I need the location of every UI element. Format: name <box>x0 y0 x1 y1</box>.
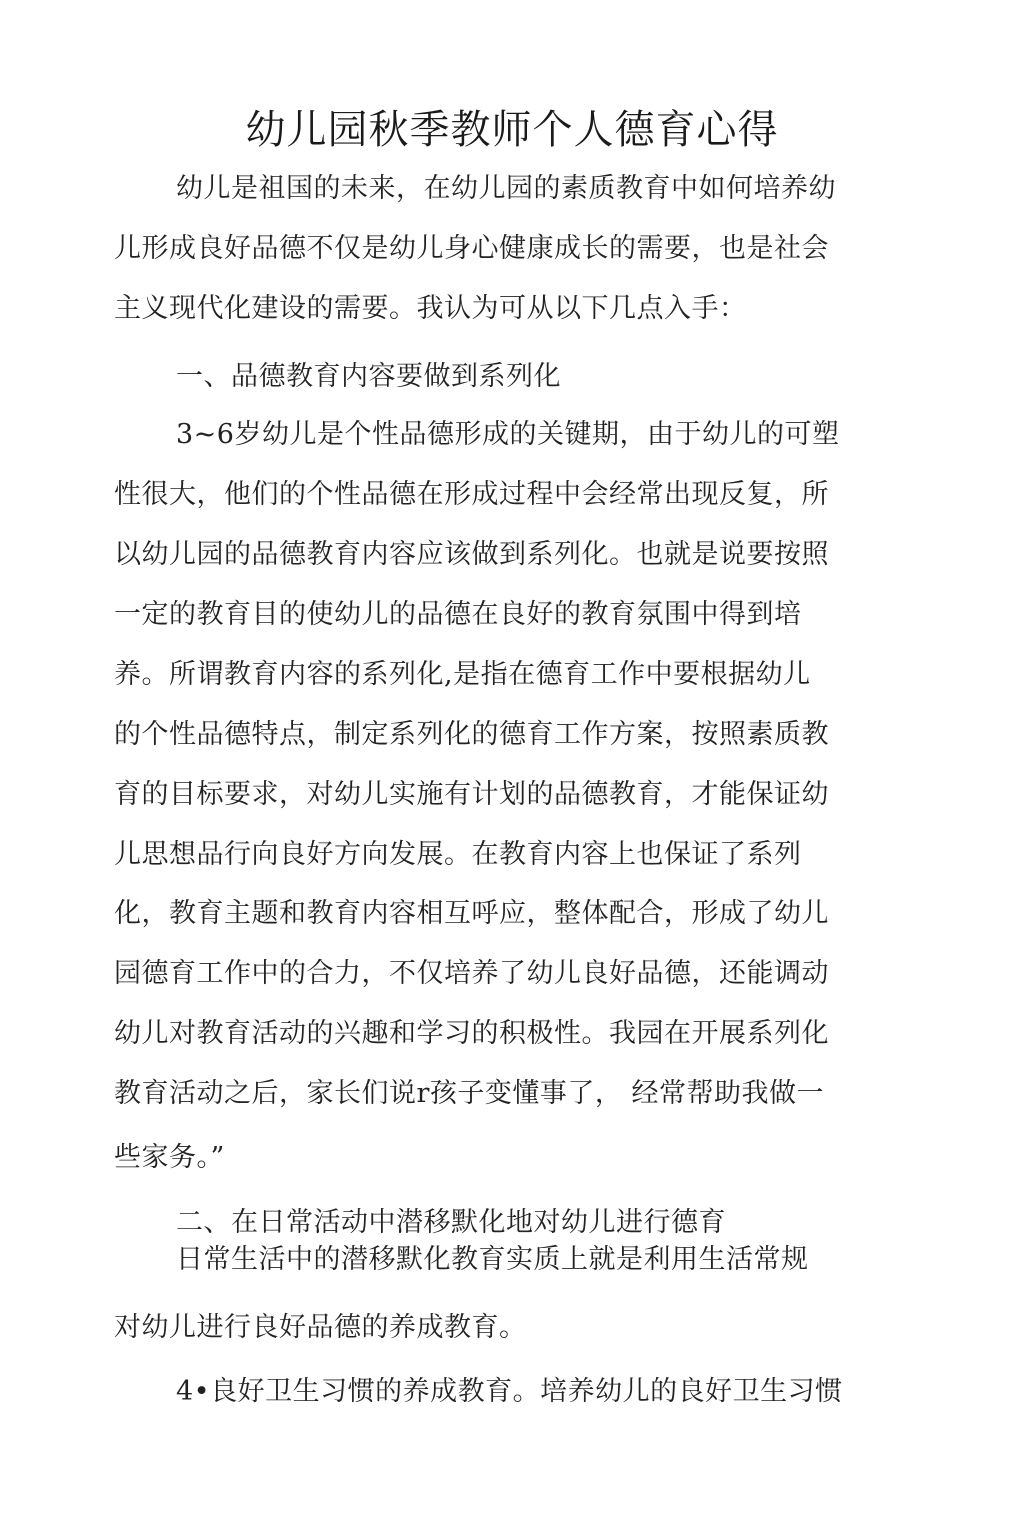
paragraph-line: 日常生活中的潜移默化教育实质上就是利用生活常规 <box>176 1244 809 1275</box>
paragraph-line: 儿思想品行向良好方向发展。在教育内容上也保证了系列 <box>114 839 802 870</box>
paragraph-line: 教育活动之后，家长们说r孩子变懂事了， 经常帮助我做一 <box>114 1078 824 1109</box>
paragraph-line: 些家务。” <box>114 1142 225 1173</box>
section-heading: 二、在日常活动中潜移默化地对幼儿进行德育 <box>176 1207 726 1238</box>
paragraph-line: 以幼儿园的品德教育内容应该做到系列化。也就是说要按照 <box>114 539 829 570</box>
paragraph-line: 3~6岁幼儿是个性品德形成的关键期，由于幼儿的可塑 <box>176 419 840 450</box>
paragraph-line: 育的目标要求，对幼儿实施有计划的品德教育，才能保证幼 <box>114 779 829 810</box>
paragraph-line: 主义现代化建设的需要。我认为可从以下几点入手： <box>114 293 747 324</box>
paragraph-line: 4•良好卫生习惯的养成教育。培养幼儿的良好卫生习惯 <box>176 1376 843 1407</box>
document-title: 幼儿园秋季教师个人德育心得 <box>245 107 779 153</box>
paragraph-line: 化，教育主题和教育内容相互呼应，整体配合，形成了幼儿 <box>114 898 829 929</box>
paragraph-line: 园德育工作中的合力，不仅培养了幼儿良好品德，还能调动 <box>114 958 829 989</box>
paragraph-line: 幼儿是祖国的未来，在幼儿园的素质教育中如何培养幼 <box>176 173 836 204</box>
paragraph-line: 性很大，他们的个性品德在形成过程中会经常出现反复，所 <box>114 479 829 510</box>
paragraph-line: 对幼儿进行良好品德的养成教育。 <box>114 1312 527 1343</box>
paragraph-line: 一定的教育目的使幼儿的品德在良好的教育氛围中得到培 <box>114 599 802 630</box>
section-heading: 一、品德教育内容要做到系列化 <box>176 361 561 392</box>
paragraph-line: 幼儿对教育活动的兴趣和学习的积极性。我园在开展系列化 <box>114 1018 829 1049</box>
paragraph-line: 养。所谓教育内容的系列化,是指在德育工作中要根据幼儿 <box>114 659 811 690</box>
paragraph-line: 儿形成良好品德不仅是幼儿身心健康成长的需要，也是社会 <box>114 233 829 264</box>
paragraph-line: 的个性品德特点，制定系列化的德育工作方案，按照素质教 <box>114 719 829 750</box>
